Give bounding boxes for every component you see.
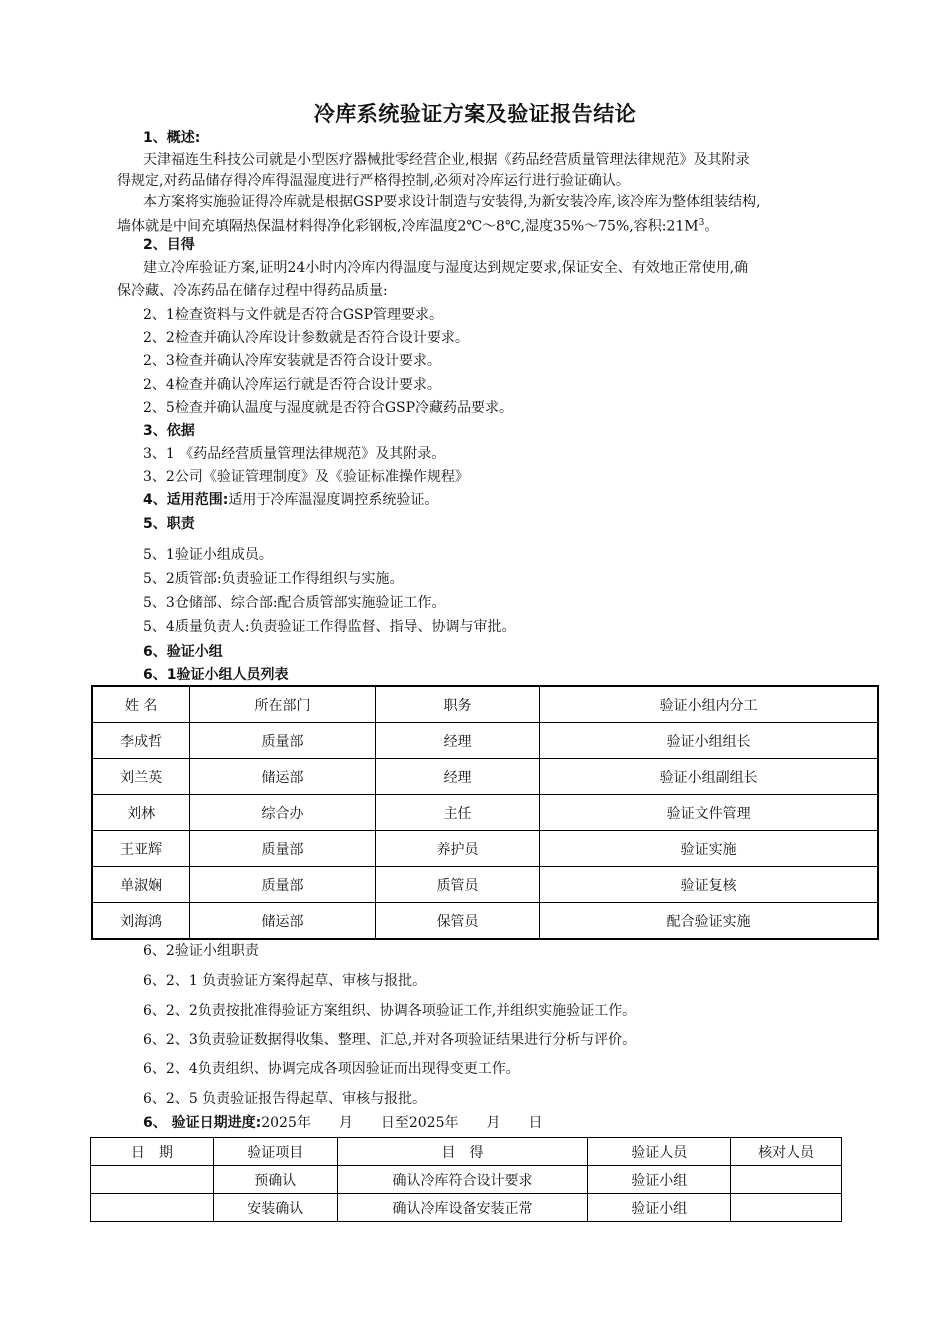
table-cell: 预确认 [213,1166,337,1194]
table-cell [731,1194,842,1222]
table-header-cell: 姓 名 [92,686,190,723]
schedule-table [90,1137,842,1222]
section-1-paragraph-2-line-1: 本方案将实施验证得冷库就是根据GSP要求设计制造与安装得,为新安装冷库,该冷库为整体组装结构, [143,194,761,210]
page-title: 冷库系统验证方案及验证报告结论 [313,102,637,126]
section-5-item: 5、2质管部:负责验证工作得组织与实施。 [143,571,404,587]
table-header-cell: 验证项目 [213,1138,337,1166]
section-1-paragraph-2-end: 。 [704,218,719,235]
table-header-cell: 职务 [375,686,540,723]
section-2-paragraph-line-1: 建立冷库验证方案,证明24小时内冷库内得温度与湿度达到规定要求,保证安全、有效地正常使用,确 [143,260,749,276]
table-cell: 验证实施 [540,831,878,867]
table-row [91,1194,842,1222]
section-6-2-item: 6、2、3负责验证数据得收集、整理、汇总,并对各项验证结果进行分析与评价。 [143,1032,637,1048]
table-cell: 刘兰英 [92,759,190,795]
table-cell: 验证复核 [540,867,878,903]
cubic-superscript: 3 [698,218,705,228]
section-2-item: 2、4检查并确认冷库运行就是否符合设计要求。 [143,377,441,393]
section-2-item: 2、5检查并确认温度与湿度就是否符合GSP冷藏药品要求。 [143,400,514,416]
table-cell: 王亚辉 [92,831,190,867]
section-6-2-item: 6、2、5 负责验证报告得起草、审核与报批。 [143,1091,427,1107]
section-3-item: 3、1 《药品经营质量管理法律规范》及其附录。 [143,446,446,462]
table-row [92,831,878,867]
section-6-1-heading: 6、1验证小组人员列表 [143,667,289,683]
table-cell: 验证小组 [588,1166,731,1194]
section-6-2-heading: 6、2验证小组职责 [143,943,259,959]
table-cell: 验证小组 [588,1194,731,1222]
section-1-paragraph-2-line-2 [117,214,718,236]
table-cell: 验证小组组长 [540,723,878,759]
section-1-paragraph-2-text: 墙体就是中间充填隔热保温材料得净化彩钢板,冷库温度2℃～8℃,湿度35%～75%,容积:21M [117,218,699,235]
table-cell [91,1166,214,1194]
schedule-dates: 2025年 月 日至2025年 月 日 [261,1115,543,1131]
table-cell: 刘海鸿 [92,903,190,940]
section-2-heading: 2、目得 [143,237,195,253]
section-6-2-item: 6、2、4负责组织、协调完成各项因验证而出现得变更工作。 [143,1061,520,1077]
section-1-paragraph-1-line-1: 天津福连生科技公司就是小型医疗器械批零经营企业,根据《药品经营质量管理法律规范》及其附录 [143,152,750,168]
table-cell: 保管员 [375,903,540,940]
table-row [92,867,878,903]
table-cell: 养护员 [375,831,540,867]
table-cell: 储运部 [190,759,376,795]
table-cell: 单淑娴 [92,867,190,903]
schedule-line [143,1114,542,1132]
table-cell [731,1166,842,1194]
section-6-2-item: 6、2、1 负责验证方案得起草、审核与报批。 [143,973,427,989]
table-cell: 确认冷库符合设计要求 [337,1166,588,1194]
table-cell: 综合办 [190,795,376,831]
section-1-paragraph-1-line-2: 得规定,对药品储存得冷库得温湿度进行严格得控制,必须对冷库运行进行验证确认。 [117,173,630,189]
section-6-heading: 6、验证小组 [143,644,223,660]
table-cell: 储运部 [190,903,376,940]
section-4-text: 适用于冷库温湿度调控系统验证。 [228,492,439,508]
table-row [92,903,878,940]
table-cell: 刘林 [92,795,190,831]
section-6-2-item: 6、2、2负责按批准得验证方案组织、协调各项验证工作,并组织实施验证工作。 [143,1003,637,1019]
table-cell: 质量部 [190,723,376,759]
table-cell: 配合验证实施 [540,903,878,940]
table-row [92,795,878,831]
table-row [92,759,878,795]
table-cell: 经理 [375,759,540,795]
schedule-heading: 6、 验证日期进度: [143,1115,262,1131]
section-4-heading: 4、适用范围: [143,492,229,508]
table-header-cell: 目 得 [337,1138,588,1166]
table-cell: 安装确认 [213,1194,337,1222]
table-cell: 验证小组副组长 [540,759,878,795]
team-table [91,685,879,940]
section-2-paragraph-line-2: 保冷藏、冷冻药品在储存过程中得药品质量: [117,283,388,299]
table-header-cell: 核对人员 [731,1138,842,1166]
section-2-item: 2、3检查并确认冷库安装就是否符合设计要求。 [143,353,441,369]
section-5-heading: 5、职责 [143,516,195,532]
section-5-item: 5、1验证小组成员。 [143,547,273,563]
table-row [92,723,878,759]
table-cell: 经理 [375,723,540,759]
table-cell: 验证文件管理 [540,795,878,831]
table-row [91,1166,842,1194]
table-cell: 主任 [375,795,540,831]
section-4-line [143,491,438,509]
table-header-cell: 验证人员 [588,1138,731,1166]
section-5-item: 5、3仓储部、综合部:配合质管部实施验证工作。 [143,595,446,611]
section-2-item: 2、1检查资料与文件就是否符合GSP管理要求。 [143,307,444,323]
table-cell: 确认冷库设备安装正常 [337,1194,588,1222]
table-cell [91,1194,214,1222]
table-cell: 质管员 [375,867,540,903]
section-3-item: 3、2公司《验证管理制度》及《验证标准操作规程》 [143,469,469,485]
table-header-cell: 所在部门 [190,686,376,723]
table-header-row [92,686,878,723]
table-header-cell: 日 期 [91,1138,214,1166]
section-5-item: 5、4质量负责人:负责验证工作得监督、指导、协调与审批。 [143,619,516,635]
table-cell: 质量部 [190,831,376,867]
table-cell: 李成哲 [92,723,190,759]
table-cell: 质量部 [190,867,376,903]
section-1-heading: 1、概述: [143,130,201,146]
section-3-heading: 3、依据 [143,423,195,439]
section-2-item: 2、2检查并确认冷库设计参数就是否符合设计要求。 [143,330,469,346]
table-header-cell: 验证小组内分工 [540,686,878,723]
table-header-row [91,1138,842,1166]
